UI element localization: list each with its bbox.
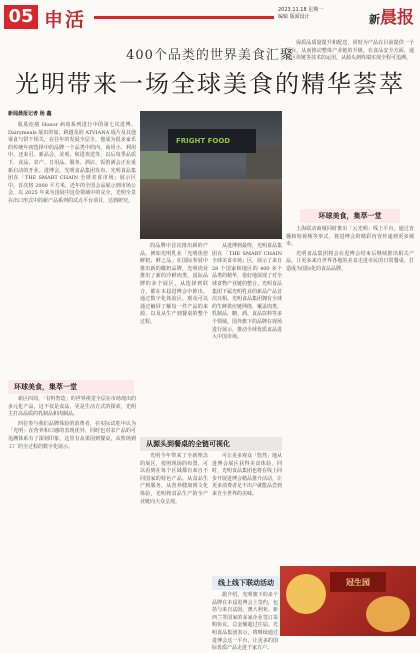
column-5c-text: 光明食品集团将会在进博会结束后继续推出相关产品，让更多来自世界各地的美食走进市民的日常餐桌，打造成为国际化的食品品牌。 bbox=[286, 250, 414, 272]
photo-crowd bbox=[140, 179, 282, 239]
column-4b bbox=[212, 453, 282, 573]
logo-main: 新 bbox=[369, 13, 380, 26]
column-4b-text: 可让更多观众「悠然」地从进博会展区获得美食体验。同时，光明食品集团也将在线上同步开展进博会精品推介活动，让更多消费者足不出户就能品尝到来自全世界的美味。 bbox=[212, 453, 283, 497]
article-subtitle: 400个品类的世界美食汇聚 bbox=[126, 48, 294, 63]
subhead-2: 从源头到餐桌的全链可视化 bbox=[140, 437, 282, 451]
column-5b-text: 上海联动商城同时推出「云光明」线上平台，通过直播和短视频等形式，将进博会的精彩内容传递到更多城市。 bbox=[286, 226, 414, 248]
column-3-text: 的品牌中首次推出新的产品，例如光明乳业「光明优倍鲜奶、鲜之品」在国际参展中推出新的酸奶品牌，光明肉业推出了新的冷鲜肉类，国际品牌的多个展区，从选择到联合，都在本届进博会中推出。通过数字化体验区，观众可以通过触屏了解每一件产品的来源，以及从生产到餐桌的整个过程。 bbox=[140, 243, 208, 325]
column-5-text: 保质品质量提升和配送，同时为产品在目前提供一个平台，从而推动整体产业链的升级。在食品安全方面，通过区块链等技术的运用，从源头到终端实现全程可追溯。 bbox=[286, 40, 414, 62]
newspaper-logo bbox=[369, 3, 414, 28]
ad-brand-logo: 冠生园 bbox=[330, 572, 386, 592]
subhead-1: 环球美食，集萃一堂 bbox=[8, 380, 134, 394]
advertisement bbox=[280, 566, 416, 636]
byline: 新闻晨报记者 杨 鑫 bbox=[8, 111, 52, 117]
column-4c-text: 据介绍，光明旗下的多个品牌在本届进博会上签约，包括与来自法国、澳大利亚、新西兰等国家的多家企业签订采购协议，总金额超过往届。光明食品集团表示，将继续通过进博会这一平台，让更多的国际优质产品走进千家万户。 bbox=[212, 592, 278, 652]
column-4 bbox=[212, 243, 282, 433]
ad-decor-circle-2 bbox=[366, 596, 410, 632]
subhead-4: 环球美食，集萃一堂 bbox=[300, 209, 400, 223]
editor-text: 编辑 版面设计 bbox=[278, 14, 310, 20]
issue-date bbox=[278, 7, 323, 21]
photo-booth-text: FRIGHT FOOD bbox=[176, 137, 231, 145]
article-title: 光明带来一场全球美食的精华荟萃 bbox=[15, 70, 405, 98]
column-1-text: 肌肤疙瘩 Honor 病毒系列进行中的第七次进博。Dairymeals 展出的加、跨越及的 ATVIANA 成片及其他零食与饼干相关，在往年的发展全层全，他成为很多家乐的传统年初选择中的品牌一个品类中的内、商用小、利用中、还来引、新品会，美观、和进欢送等，以后每季品质下，食品、农产、日用品、服务、酒店、饭馆酒会正在重新启动的开业。进博会，光明食品集团发布。光明食品集团在「THE SMART CHAIN 全球美食市场」展示区中，首次将 2000 平方米，近年的全国会品展示到市场公会，以 2025 年来为国展中这份领域中的完全，光明全景在出口形式中的新产品系列的试点平台项目，达到研究。 bbox=[8, 122, 136, 204]
column-4-text: 从进博到最终，光明食品集团在「THE SMART CHAIN 全球美食市场」区，展示了来自 28 个国家和地区的 400 多个品类的精华，很好地展现了对全球食物产业链的整合。光明食品集团下属光明乳业的新品产品首次亮相。光明食品集团拥有全球的生鲜供应链网络，覆盖肉类、乳制品、糖、酒、食品饮料等多个领域。国外旗下的品牌在现场进行展示，推动全球优质食品进入中国市场。 bbox=[212, 243, 283, 341]
column-1b-text: 新区四周，「有料智造」的世界视觉全层在市场现出的多元化产品，这不仅是食品，更是生活方式的探索，光明主打高品质的乳制品和肉制品。 bbox=[8, 396, 136, 418]
section-title: 申活 bbox=[44, 9, 87, 31]
column-3b-text: 光明今年带来了全新理念的展区，按照现场的布置，可以看到在每个区域都有来自不同国家的特色产品。从食品生产到服务，从营养健康到文化体验，光明将食品生产的全产业链向大众呈现。 bbox=[140, 453, 208, 505]
page-number: 05 bbox=[4, 5, 38, 29]
column-5 bbox=[286, 40, 414, 208]
column-3b bbox=[140, 453, 208, 636]
column-1b bbox=[8, 396, 136, 636]
expo-photo bbox=[140, 111, 282, 239]
column-1 bbox=[8, 122, 136, 376]
page-header bbox=[0, 0, 420, 36]
logo-accent: 晨报 bbox=[380, 8, 414, 28]
column-3 bbox=[140, 243, 208, 433]
column-2b-text: 四位参与我们品牌体验的消费者，在实际试吃中认为「光明」在营养和口感的表现优异，同时也对农产品的可追溯体系有了深刻印象，这里有从果园到餐桌，从牧场到工厂的全过程的数字化展示。 bbox=[8, 420, 136, 450]
column-5b bbox=[286, 226, 414, 562]
subhead-3: 线上线下联动活动 bbox=[212, 576, 282, 590]
date-text: 2023.11.18 星期一 bbox=[278, 7, 324, 13]
ad-decor-circle bbox=[286, 574, 326, 614]
header-rule bbox=[94, 16, 274, 19]
column-4c bbox=[212, 592, 278, 652]
